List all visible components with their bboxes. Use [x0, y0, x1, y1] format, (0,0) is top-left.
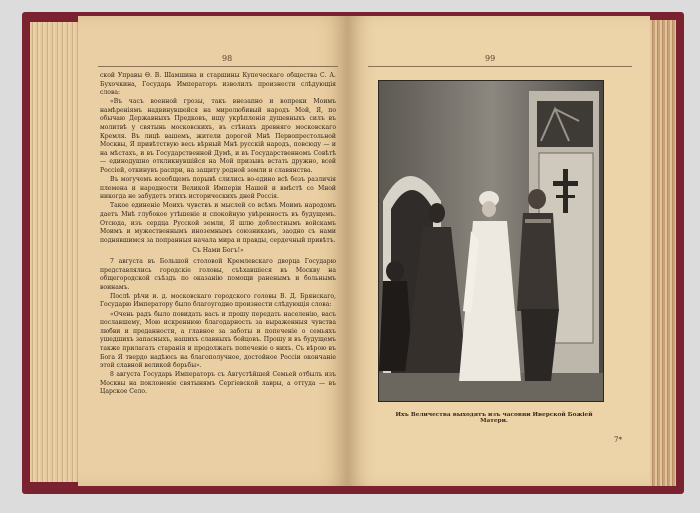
left-page-text — [100, 72, 336, 397]
paragraph: 8 августа Государь Императоръ съ Августѣйшей Семьей отбылъ изъ Москвы на поклоненіе святынямъ Сергіевской лавры, а оттуда — въ Царское Село. — [100, 371, 336, 396]
page-edges-left — [30, 22, 82, 482]
paragraph: ской Управы Ѳ. В. Шамшина и старшины Купеческаго общества С. А. Бухочкина, Государь Императоръ изволилъ произнести слѣдующія слова: — [100, 72, 336, 97]
signature-mark: 7* — [614, 436, 622, 444]
left-page-number: 98 — [222, 54, 233, 63]
right-page — [348, 16, 650, 486]
right-page-number: 99 — [485, 54, 496, 63]
paragraph: «Въ часъ военной грозы, такъ внезапно и вопреки Моимъ намѣреніямъ надвинувшейся на миролюбивый народъ Мой, Я, по обычаю Державныхъ Предковъ, ищу укрѣпленія душевныхъ силъ въ молитвѣ у святынь московскихъ, въ стѣнахъ древняго московскаго Кремля. Въ лицѣ вашемъ, жители дорогой Мнѣ Первопрестольной Москвы, Я привѣтствую весь вѣрный Мнѣ русскій народъ, повсюду — и на мѣстахъ, и въ Государственной Думѣ, и въ Государственномъ Совѣтѣ — единодушно откликнувшійся на Мой призывъ встать дружно, всей Россіей, откинувъ распри, на защиту родной земли и славянства. — [100, 98, 336, 175]
paragraph: Въ могучемъ всеобщемъ порывѣ слились во-едино всѣ безъ различія племена и народности Великой Имперіи Нашей и вмѣстѣ со Мной никогда не забудетъ этихъ историческихъ дней Россія. — [100, 176, 336, 201]
paragraph: Такое единеніе Моихъ чувствъ и мыслей со всѣмъ Моимъ народомъ даетъ Мнѣ глубокое утѣшеніе и спокойную увѣренность въ будущемъ. Отсюда, изъ сердца Русской земли, Я шлю доблестнымъ войскамъ Моимъ и мужественнымъ иноземнымъ союзникамъ, заодно съ нами поднявшимся за попранныя начала мира и правды, сердечный привѣтъ. — [100, 202, 336, 244]
paragraph: Послѣ рѣчи и. д. московскаго городского головы В. Д. Брянскаго, Государю Императору было благоугодно произнести слѣдующія слова: — [100, 292, 336, 309]
historic-photograph — [378, 80, 604, 402]
photo-caption: Ихъ Величества выходятъ изъ часовни Иверской Божіей Матери. — [395, 412, 593, 424]
left-page — [78, 16, 350, 486]
paragraph: «Очень радъ было повидать васъ и прошу передать населенію, васъ пославшему, Мою искреннюю благодарность за выраженныя чувства любви и преданности, а главное за заботы и попеченіе о семьяхъ ушедшихъ запасныхъ, нашихъ славныхъ бойцовъ. Прошу и въ будущемъ также прилагать старанія и продолжать попеченіе о нихъ. Съ вѣрою въ Бога Я твердо надѣюсь на благополучное, достойное Россіи окончаніе этой славной великой борьбы». — [100, 310, 336, 370]
header-rule — [368, 66, 632, 67]
header-rule — [98, 66, 338, 67]
paragraph: Съ Нами Богъ!» — [192, 247, 244, 255]
page-edges-right — [648, 20, 676, 486]
photograph-illustration — [379, 81, 604, 402]
paragraph: 7 августа въ Большой столовой Кремлевскаго дворца Государю представлялись городскіе головы, съѣхавшіеся въ Москву на общегородской съѣздъ по оказанію помощи раненымъ и больнымъ воинамъ. — [100, 257, 336, 291]
